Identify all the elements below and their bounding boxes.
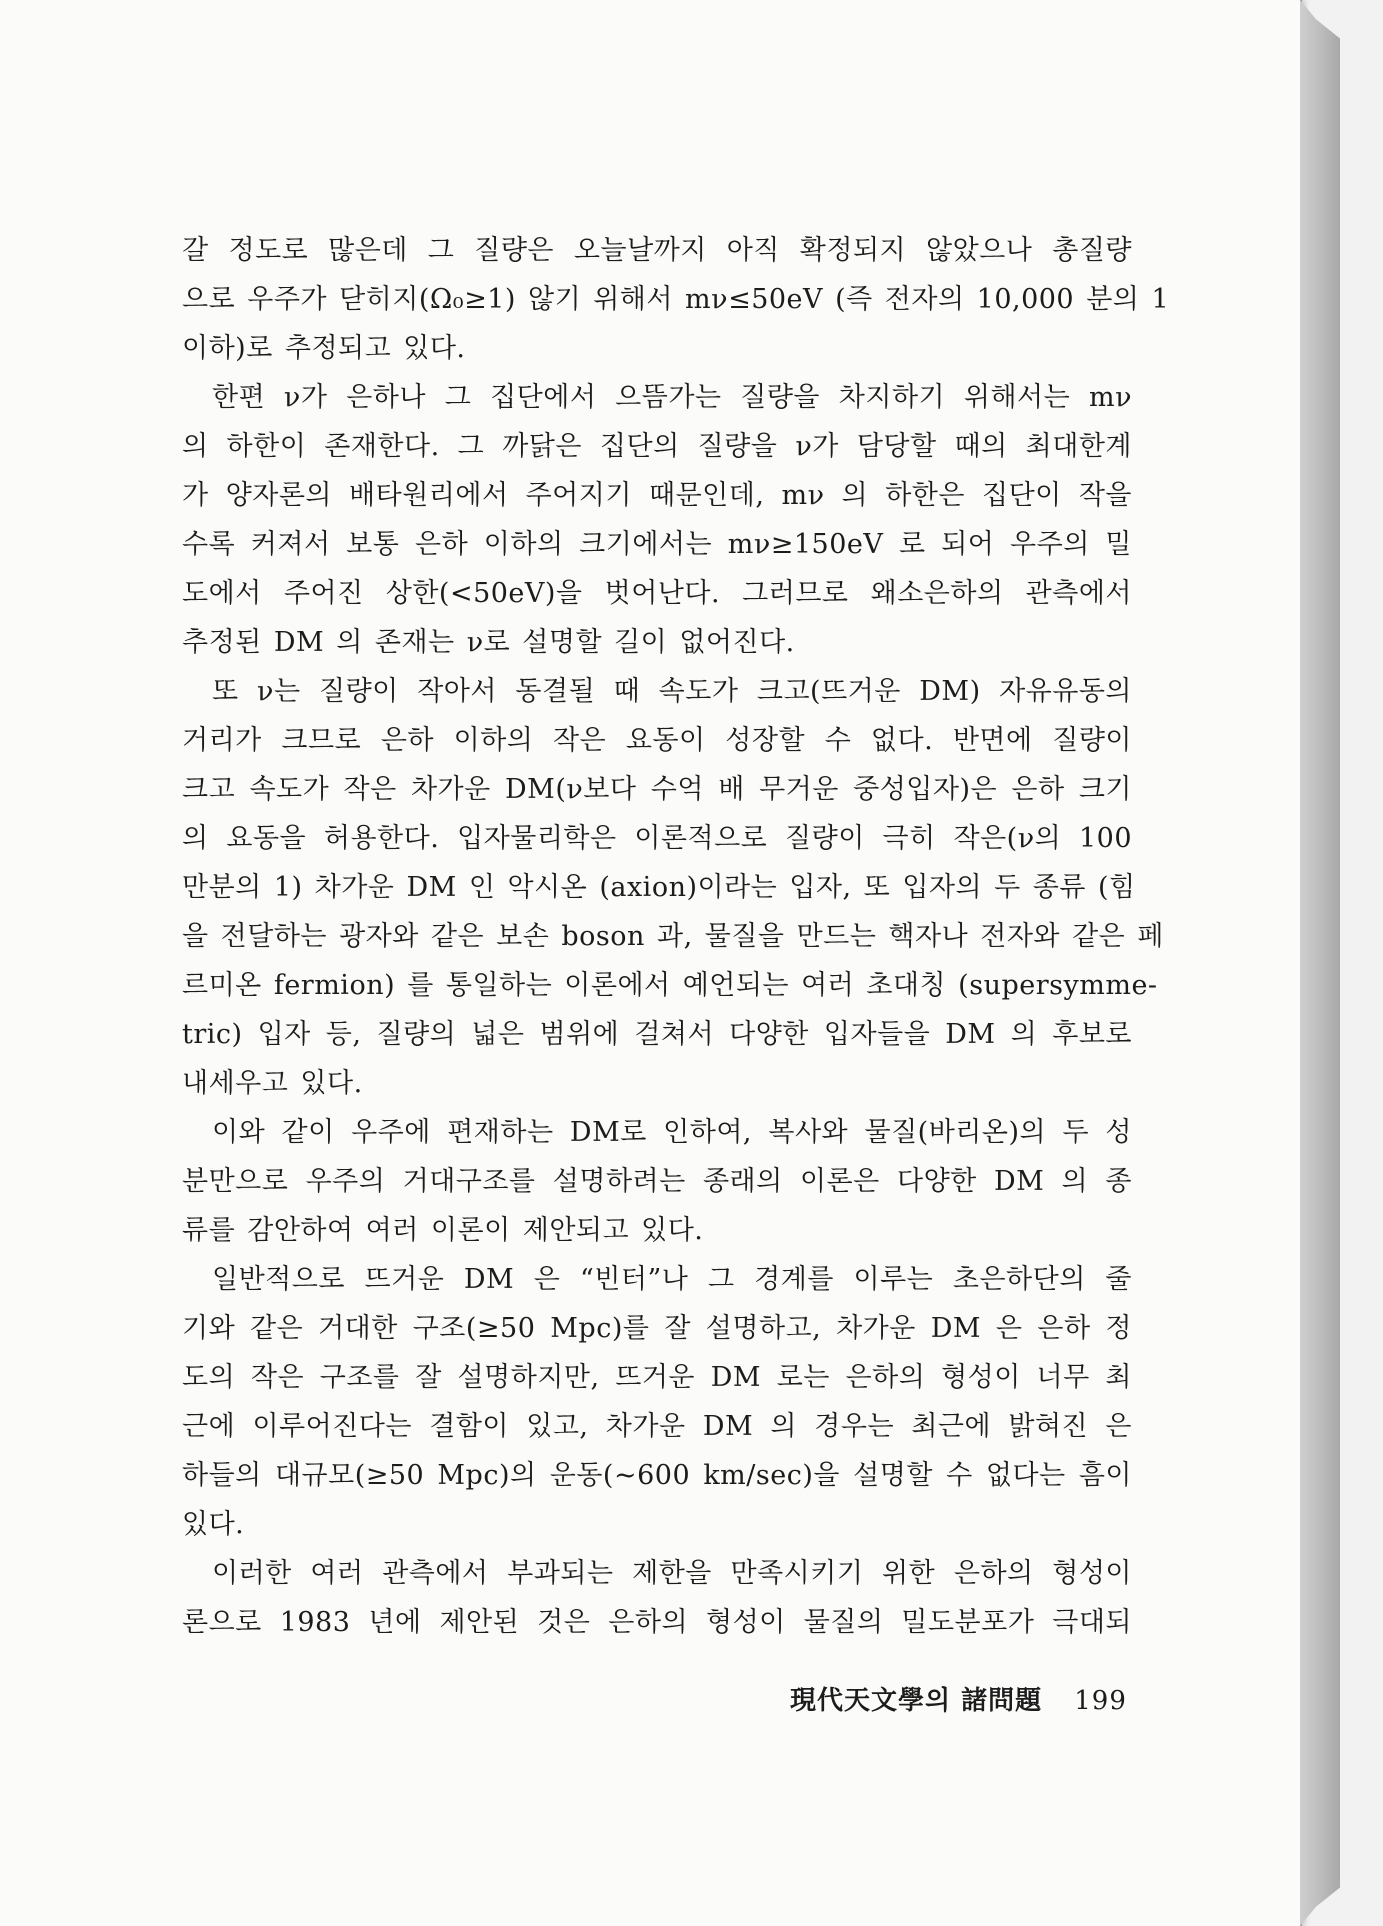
- text-line: 이와 같이 우주에 편재하는 DM로 인하여, 복사와 물질(바리온)의 두 성: [212, 1117, 1132, 1148]
- text-line: 기와 같은 거대한 구조(≥50 Mpc)를 잘 설명하고, 차가운 DM 은 은하 정: [182, 1313, 1132, 1344]
- text-line: 있다.: [182, 1509, 245, 1540]
- text-line: 이러한 여러 관측에서 부과되는 제한을 만족시키기 위한 은하의 형성이: [212, 1558, 1132, 1589]
- text-line: 의 하한이 존재한다. 그 까닭은 집단의 질량을 ν가 담당할 때의 최대한계: [182, 431, 1132, 462]
- text-line: 르미온 fermion) 를 통일하는 이론에서 예언되는 여러 초대칭 (supersymme-: [182, 970, 1158, 1001]
- text-line: 으로 우주가 닫히지(Ω₀≥1) 않기 위해서 mν≤50eV (즉 전자의 10,000 분의 1: [182, 284, 1170, 315]
- text-line: 하들의 대규모(≥50 Mpc)의 운동(~600 km/sec)을 설명할 수 없다는 흠이: [182, 1460, 1132, 1491]
- text-line: 도의 작은 구조를 잘 설명하지만, 뜨거운 DM 로는 은하의 형성이 너무 최: [182, 1362, 1132, 1393]
- text-line: 도에서 주어진 상한(<50eV)을 벗어난다. 그러므로 왜소은하의 관측에서: [182, 578, 1132, 609]
- text-line: tric) 입자 등, 질량의 넓은 범위에 걸쳐서 다양한 입자들을 DM 의 후보로: [182, 1019, 1132, 1050]
- text-line: 분만으로 우주의 거대구조를 설명하려는 종래의 이론은 다양한 DM 의 종: [182, 1166, 1132, 1197]
- text-line: 또 ν는 질량이 작아서 동결될 때 속도가 크고(뜨거운 DM) 자유유동의: [212, 676, 1132, 707]
- page-edge-shadow: [1300, 0, 1340, 1926]
- text-line: 을 전달하는 광자와 같은 보손 boson 과, 물질을 만드는 핵자나 전자와 같은 페: [182, 921, 1164, 952]
- text-line: 갈 정도로 많은데 그 질량은 오늘날까지 아직 확정되지 않았으나 총질량: [182, 235, 1132, 266]
- text-line: 거리가 크므로 은하 이하의 작은 요동이 성장할 수 없다. 반면에 질량이: [182, 725, 1132, 756]
- text-line: 의 요동을 허용한다. 입자물리학은 이론적으로 질량이 극히 작은(ν의 100: [182, 823, 1132, 854]
- text-line: 일반적으로 뜨거운 DM 은 “빈터”나 그 경계를 이루는 초은하단의 줄: [212, 1264, 1132, 1295]
- text-line: 내세우고 있다.: [182, 1068, 363, 1099]
- body-text: [182, 226, 1170, 1647]
- page-number: 199: [1074, 1686, 1127, 1716]
- text-line: 류를 감안하여 여러 이론이 제안되고 있다.: [182, 1215, 704, 1246]
- page-footer: [790, 1680, 1127, 1717]
- running-title: 現代天文學의 諸問題: [790, 1686, 1043, 1716]
- text-line: 만분의 1) 차가운 DM 인 악시온 (axion)이라는 입자, 또 입자의 두 종류 (힘: [182, 872, 1136, 903]
- text-line: 이하)로 추정되고 있다.: [182, 333, 466, 364]
- text-line: 수록 커져서 보통 은하 이하의 크기에서는 mν≥150eV 로 되어 우주의 밀: [182, 529, 1132, 560]
- text-line: 론으로 1983 년에 제안된 것은 은하의 형성이 물질의 밀도분포가 극대되: [182, 1607, 1132, 1638]
- text-line: 추정된 DM 의 존재는 ν로 설명할 길이 없어진다.: [182, 627, 795, 658]
- text-line: 크고 속도가 작은 차가운 DM(ν보다 수억 배 무거운 중성입자)은 은하 크기: [182, 774, 1132, 805]
- text-line: 한편 ν가 은하나 그 집단에서 으뜸가는 질량을 차지하기 위해서는 mν: [212, 382, 1132, 413]
- text-line: 근에 이루어진다는 결함이 있고, 차가운 DM 의 경우는 최근에 밝혀진 은: [182, 1411, 1132, 1442]
- text-line: 가 양자론의 배타원리에서 주어지기 때문인데, mν 의 하한은 집단이 작을: [182, 480, 1132, 511]
